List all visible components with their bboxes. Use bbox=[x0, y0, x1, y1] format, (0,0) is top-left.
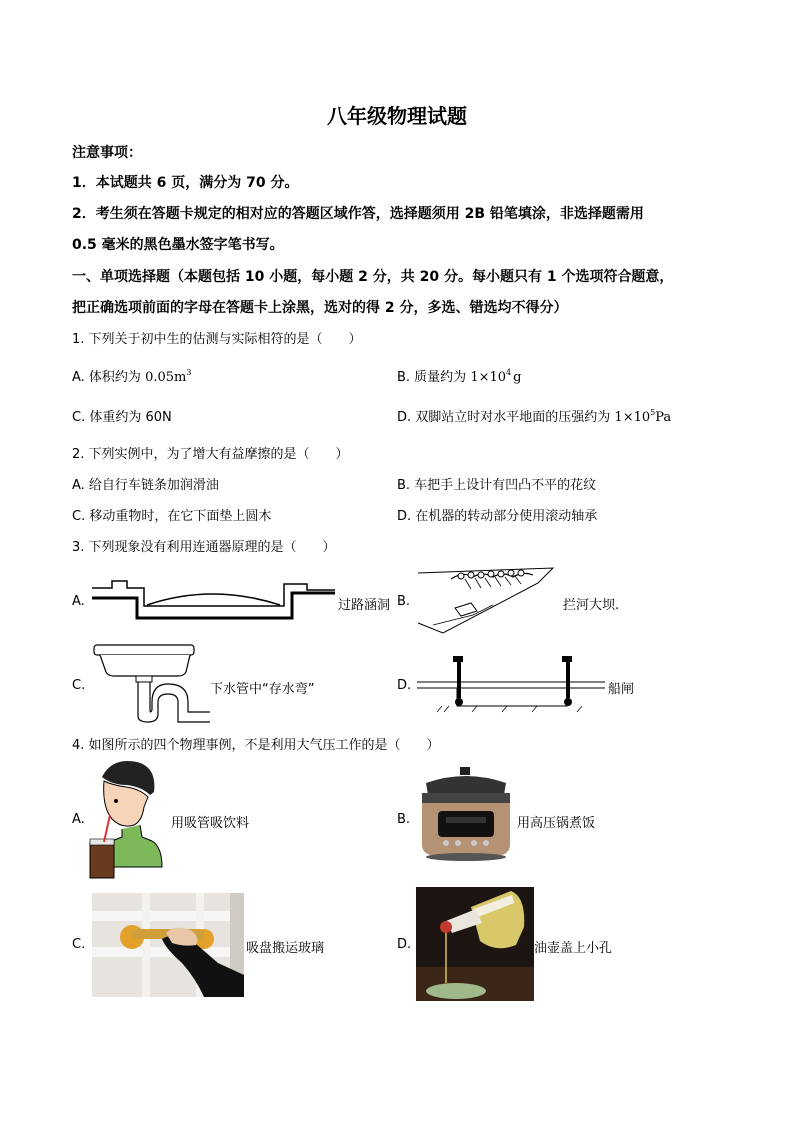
q4-a-caption: 用吸管吸饮料 bbox=[171, 816, 250, 831]
q4-b-label: B. bbox=[397, 812, 411, 827]
q4-d-label: D. bbox=[397, 937, 412, 952]
q4-c-caption: 吸盘搬运玻璃 bbox=[246, 941, 325, 956]
q3-a-caption: 过路涵洞 bbox=[338, 598, 391, 613]
suction-cup-figure bbox=[92, 893, 244, 997]
q1-stem: 1. 下列关于初中生的估测与实际相符的是（ ） bbox=[72, 332, 362, 347]
q3-a-label: A. bbox=[72, 594, 85, 609]
q3-stem: 3. 下列现象没有利用连通器原理的是（ ） bbox=[72, 540, 336, 555]
ship-lock-figure bbox=[417, 654, 605, 716]
q1-option-c: C. 体重约为 60N bbox=[72, 410, 172, 425]
q4-b-caption: 用高压锅煮饭 bbox=[517, 816, 596, 831]
page-title: 八年级物理试题 bbox=[327, 104, 467, 128]
drinking-straw-figure bbox=[82, 757, 170, 882]
sink-trap-figure bbox=[92, 644, 212, 724]
q4-d-caption: 油壶盖上小孔 bbox=[534, 941, 613, 956]
notice-item-2-line-2: 0.5 毫米的黑色墨水签字笔书写。 bbox=[72, 237, 284, 253]
q1-option-b: B. 质量约为 $1\times 10^4$ g bbox=[397, 368, 522, 385]
pressure-cooker-figure bbox=[416, 765, 516, 865]
section-1-line-1: 一、单项选择题（本题包括 10 小题，每小题 2 分，共 20 分。每小题只有 1 个选项符合题意， bbox=[72, 269, 674, 285]
q1-option-a: A. 体积约为 $0.05m^3$ bbox=[72, 368, 192, 385]
q3-c-caption: 下水管中“存水弯” bbox=[210, 682, 315, 697]
q3-b-label: B. bbox=[397, 594, 411, 609]
section-1-line-2: 把正确选项前面的字母在答题卡上涂黑，选对的得 2 分，多选、错选均不得分） bbox=[72, 300, 568, 316]
q4-a-label: A. bbox=[72, 812, 85, 827]
q2-option-d: D. 在机器的转动部分使用滚动轴承 bbox=[397, 509, 598, 524]
q2-option-c: C. 移动重物时，在它下面垫上圆木 bbox=[72, 509, 272, 524]
q2-option-a: A. 给自行车链条加润滑油 bbox=[72, 478, 219, 493]
q3-c-label: C. bbox=[72, 678, 86, 693]
notice-item-2-line-1: 2．考生须在答题卡规定的相对应的答题区域作答，选择题须用 2B 铅笔填涂，非选择题需用 bbox=[72, 206, 644, 222]
dam-figure bbox=[413, 563, 563, 638]
notice-item-1: 1．本试题共 6 页，满分为 70 分。 bbox=[72, 175, 299, 191]
q4-stem: 4. 如图所示的四个物理事例，不是利用大气压工作的是（ ） bbox=[72, 738, 440, 753]
q1-option-d: D. 双脚站立时对水平地面的压强约为 $1\times 10^5Pa$ bbox=[397, 408, 672, 425]
q2-stem: 2. 下列实例中，为了增大有益摩擦的是（ ） bbox=[72, 447, 349, 462]
q3-d-caption: 船闸 bbox=[608, 682, 635, 697]
q4-c-label: C. bbox=[72, 937, 86, 952]
q3-d-label: D. bbox=[397, 678, 412, 693]
q3-b-caption: 拦河大坝. bbox=[563, 598, 620, 613]
notice-heading: 注意事项： bbox=[72, 145, 142, 161]
q2-option-b: B. 车把手上设计有凹凸不平的花纹 bbox=[397, 478, 597, 493]
culvert-figure bbox=[92, 578, 337, 624]
oil-pot-figure bbox=[416, 887, 534, 1001]
